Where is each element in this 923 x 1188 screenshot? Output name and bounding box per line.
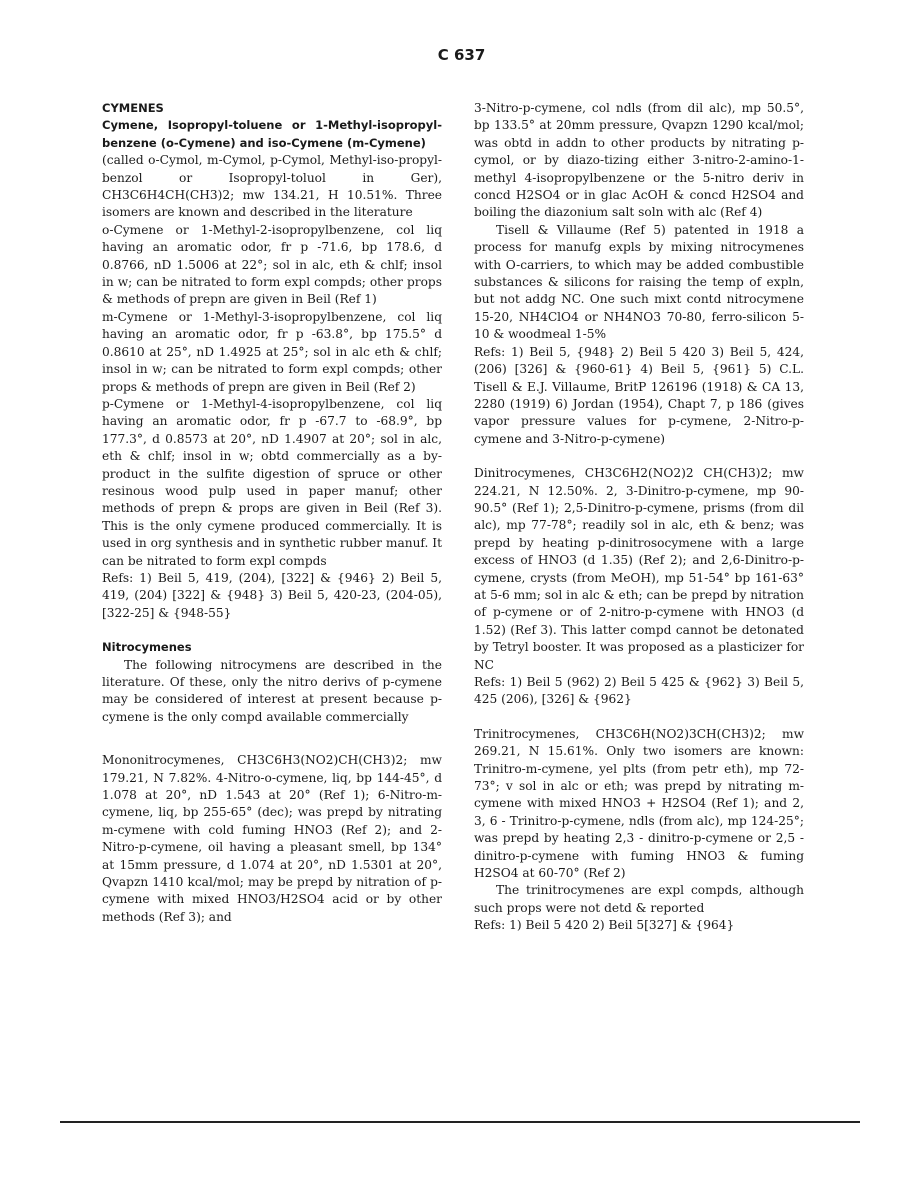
nitrocymene-references: Refs: 1) Beil 5, {948} 2) Beil 5 420 3) Beil 5, 424, (206) [326] & {960-61} 4) Beil 5, {961} 5) C.L. Tisell & E.J. Villaume, BritP 126196 (1918) & CA 13, 2280 (1919) 6) Jordan (1954), Chapt 7, p 186 (gives vapor pressure values for p-cymene, 2-Nitro-p-cymene and 3-Nitro-p-cymene) — [474, 344, 804, 446]
dinitrocymene-references: Refs: 1) Beil 5 (962) 2) Beil 5 425 & {962} 3) Beil 5, 425 (206), [326] & {962} — [474, 675, 804, 707]
nitro3-p-cymene-entry: 3-Nitro-p-cymene, col ndls (from dil alc), mp 50.5°, bp 133.5° at 20mm pressure, Qvapzn 1290 kcal/mol; was obtd in addn to other products by nitrating p-cymol, or by diazo-tizing either 3-nitro-2-amino-1-methyl 4-isopropylbenzene or the 5-nitro deriv in concd H2SO4 or in glac AcOH & concd H2SO4 and boiling the diazonium salt soln with alc (Ref 4) — [474, 101, 804, 220]
trinitrocymene-references: Refs: 1) Beil 5 420 2) Beil 5[327] & {964} — [474, 918, 735, 933]
right-column — [474, 100, 804, 935]
m-cymene-entry: m-Cymene or 1-Methyl-3-isopropylbenzene, col liq having an aromatic odor, fr p -63.8°, bp 175.5° d 0.8610 at 25°, nD 1.4925 at 25°; sol in alc eth & chlf; insol in w; can be nitrated to form expl compds; other props & methods of prepn are given in Beil (Ref 2) — [102, 309, 442, 394]
section-heading-nitrocymenes: Nitrocymenes — [102, 640, 192, 655]
page-number: C 637 — [437, 46, 486, 64]
section-heading-cymenes: CYMENES — [102, 101, 164, 115]
nitrocymenes-intro: The following nitrocymens are described in the literature. Of these, only the nitro derivs of p-cymene may be considered of interest at present because p-cymene is the only compd available commercially — [102, 657, 442, 724]
footer-rule — [60, 1121, 860, 1123]
trinitrocymenes-note: The trinitrocymenes are expl compds, although such props were not detd & reported — [474, 883, 804, 915]
o-cymene-entry: o-Cymene or 1-Methyl-2-isopropylbenzene, col liq having an aromatic odor, fr p -71.6, bp 178.6, d 0.8766, nD 1.5006 at 22°; sol in alc, eth & chlf; insol in w; can be nitrated to form expl compds; other props & methods of prepn are given in Beil (Ref 1) — [102, 222, 442, 307]
cymene-title: Cymene, Isopropyl-toluene or 1-Methyl-isopropyl-benzene (o-Cymene) and iso-Cymene (m-Cymene) — [102, 118, 442, 150]
cymene-intro: (called o-Cymol, m-Cymol, p-Cymol, Methyl-iso-propyl-benzol or Isopropyl-toluol in Ger), CH3C6H4CH(CH3)2; mw 134.21, H 10.51%. Three isomers are known and described in the literature — [102, 153, 442, 220]
dinitrocymenes-entry: Dinitrocymenes, CH3C6H2(NO2)2 CH(CH3)2; mw 224.21, N 12.50%. 2, 3-Dinitro-p-cymene, mp 90-90.5° (Ref 1); 2,5-Dinitro-p-cymene, prisms (from dil alc), mp 77-78°; readily sol in alc, eth & benz; was prepd by heating p-dinitrosocymene with a large excess of HNO3 (d 1.35) (Ref 2); and 2,6-Dinitro-p-cymene, crysts (from MeOH), mp 51-54° bp 161-63° at 5-6 mm; sol in alc & eth; can be prepd by nitration of p-cymene or of 2-nitro-p-cymene with HNO3 (d 1.52) (Ref 3). This latter compd cannot be detonated by Tetryl booster. It was proposed as a plasticizer for NC — [474, 466, 804, 672]
left-column — [102, 100, 442, 926]
mononitrocymenes-entry: Mononitrocymenes, CH3C6H3(NO2)CH(CH3)2; mw 179.21, N 7.82%. 4-Nitro-o-cymene, liq, bp 144-45°, d 1.078 at 20°, nD 1.543 at 20° (Ref 1); 6-Nitro-m-cymene, liq, bp 255-65° (dec); was prepd by nitrating m-cymene with cold fuming HNO3 (Ref 2); and 2-Nitro-p-cymene, oil having a pleasant smell, bp 134° at 15mm pressure, d 1.074 at 20°, nD 1.5301 at 20°, Qvapzn 1410 kcal/mol; may be prepd by nitration of p-cymene with mixed HNO3/H2SO4 acid or by other methods (Ref 3); and — [102, 753, 442, 924]
tisell-villaume-paragraph: Tisell & Villaume (Ref 5) patented in 1918 a process for manufg expls by mixing nitrocymenes with O-carriers, to which may be added combustible substances & silicons for raising the temp of expln, but not addg NC. One such mixt contd nitrocymene 15-20, NH4ClO4 or NH4NO3 70-80, ferro-silicon 5-10 & woodmeal 1-5% — [474, 222, 804, 342]
p-cymene-entry: p-Cymene or 1-Methyl-4-isopropylbenzene, col liq having an aromatic odor, fr p -67.7 to -68.9°, bp 177.3°, d 0.8573 at 20°, nD 1.4907 at 20°; sol in alc, eth & chlf; insol in w; obtd commercially as a by-product in the sulfite digestion of spruce or other resinous wood pulp used in paper manuf; other methods of prepn & props are given in Beil (Ref 3). This is the only cymene produced commercially. It is used in org synthesis and in synthetic rubber manuf. It can be nitrated to form expl compds — [102, 396, 442, 568]
cymene-references: Refs: 1) Beil 5, 419, (204), [322] & {946} 2) Beil 5, 419, (204) [322] & {948} 3) Beil 5, 420-23, (204-05), [322-25] & {948-55} — [102, 570, 442, 620]
trinitrocymenes-entry: Trinitrocymenes, CH3C6H(NO2)3CH(CH3)2; mw 269.21, N 15.61%. Only two isomers are known: Trinitro-m-cymene, yel plts (from petr eth), mp 72-73°; v sol in alc or eth; was prepd by nitrating m-cymene with mixed HNO3 + H2SO4 (Ref 1); and 2, 3, 6 - Trinitro-p-cymene, ndls (from alc), mp 124-25°; was prepd by heating 2,3 - dinitro-p-cymene or 2,5 - dinitro-p-cymene with fuming HNO3 & fuming H2SO4 at 60-70° (Ref 2) — [474, 726, 804, 881]
